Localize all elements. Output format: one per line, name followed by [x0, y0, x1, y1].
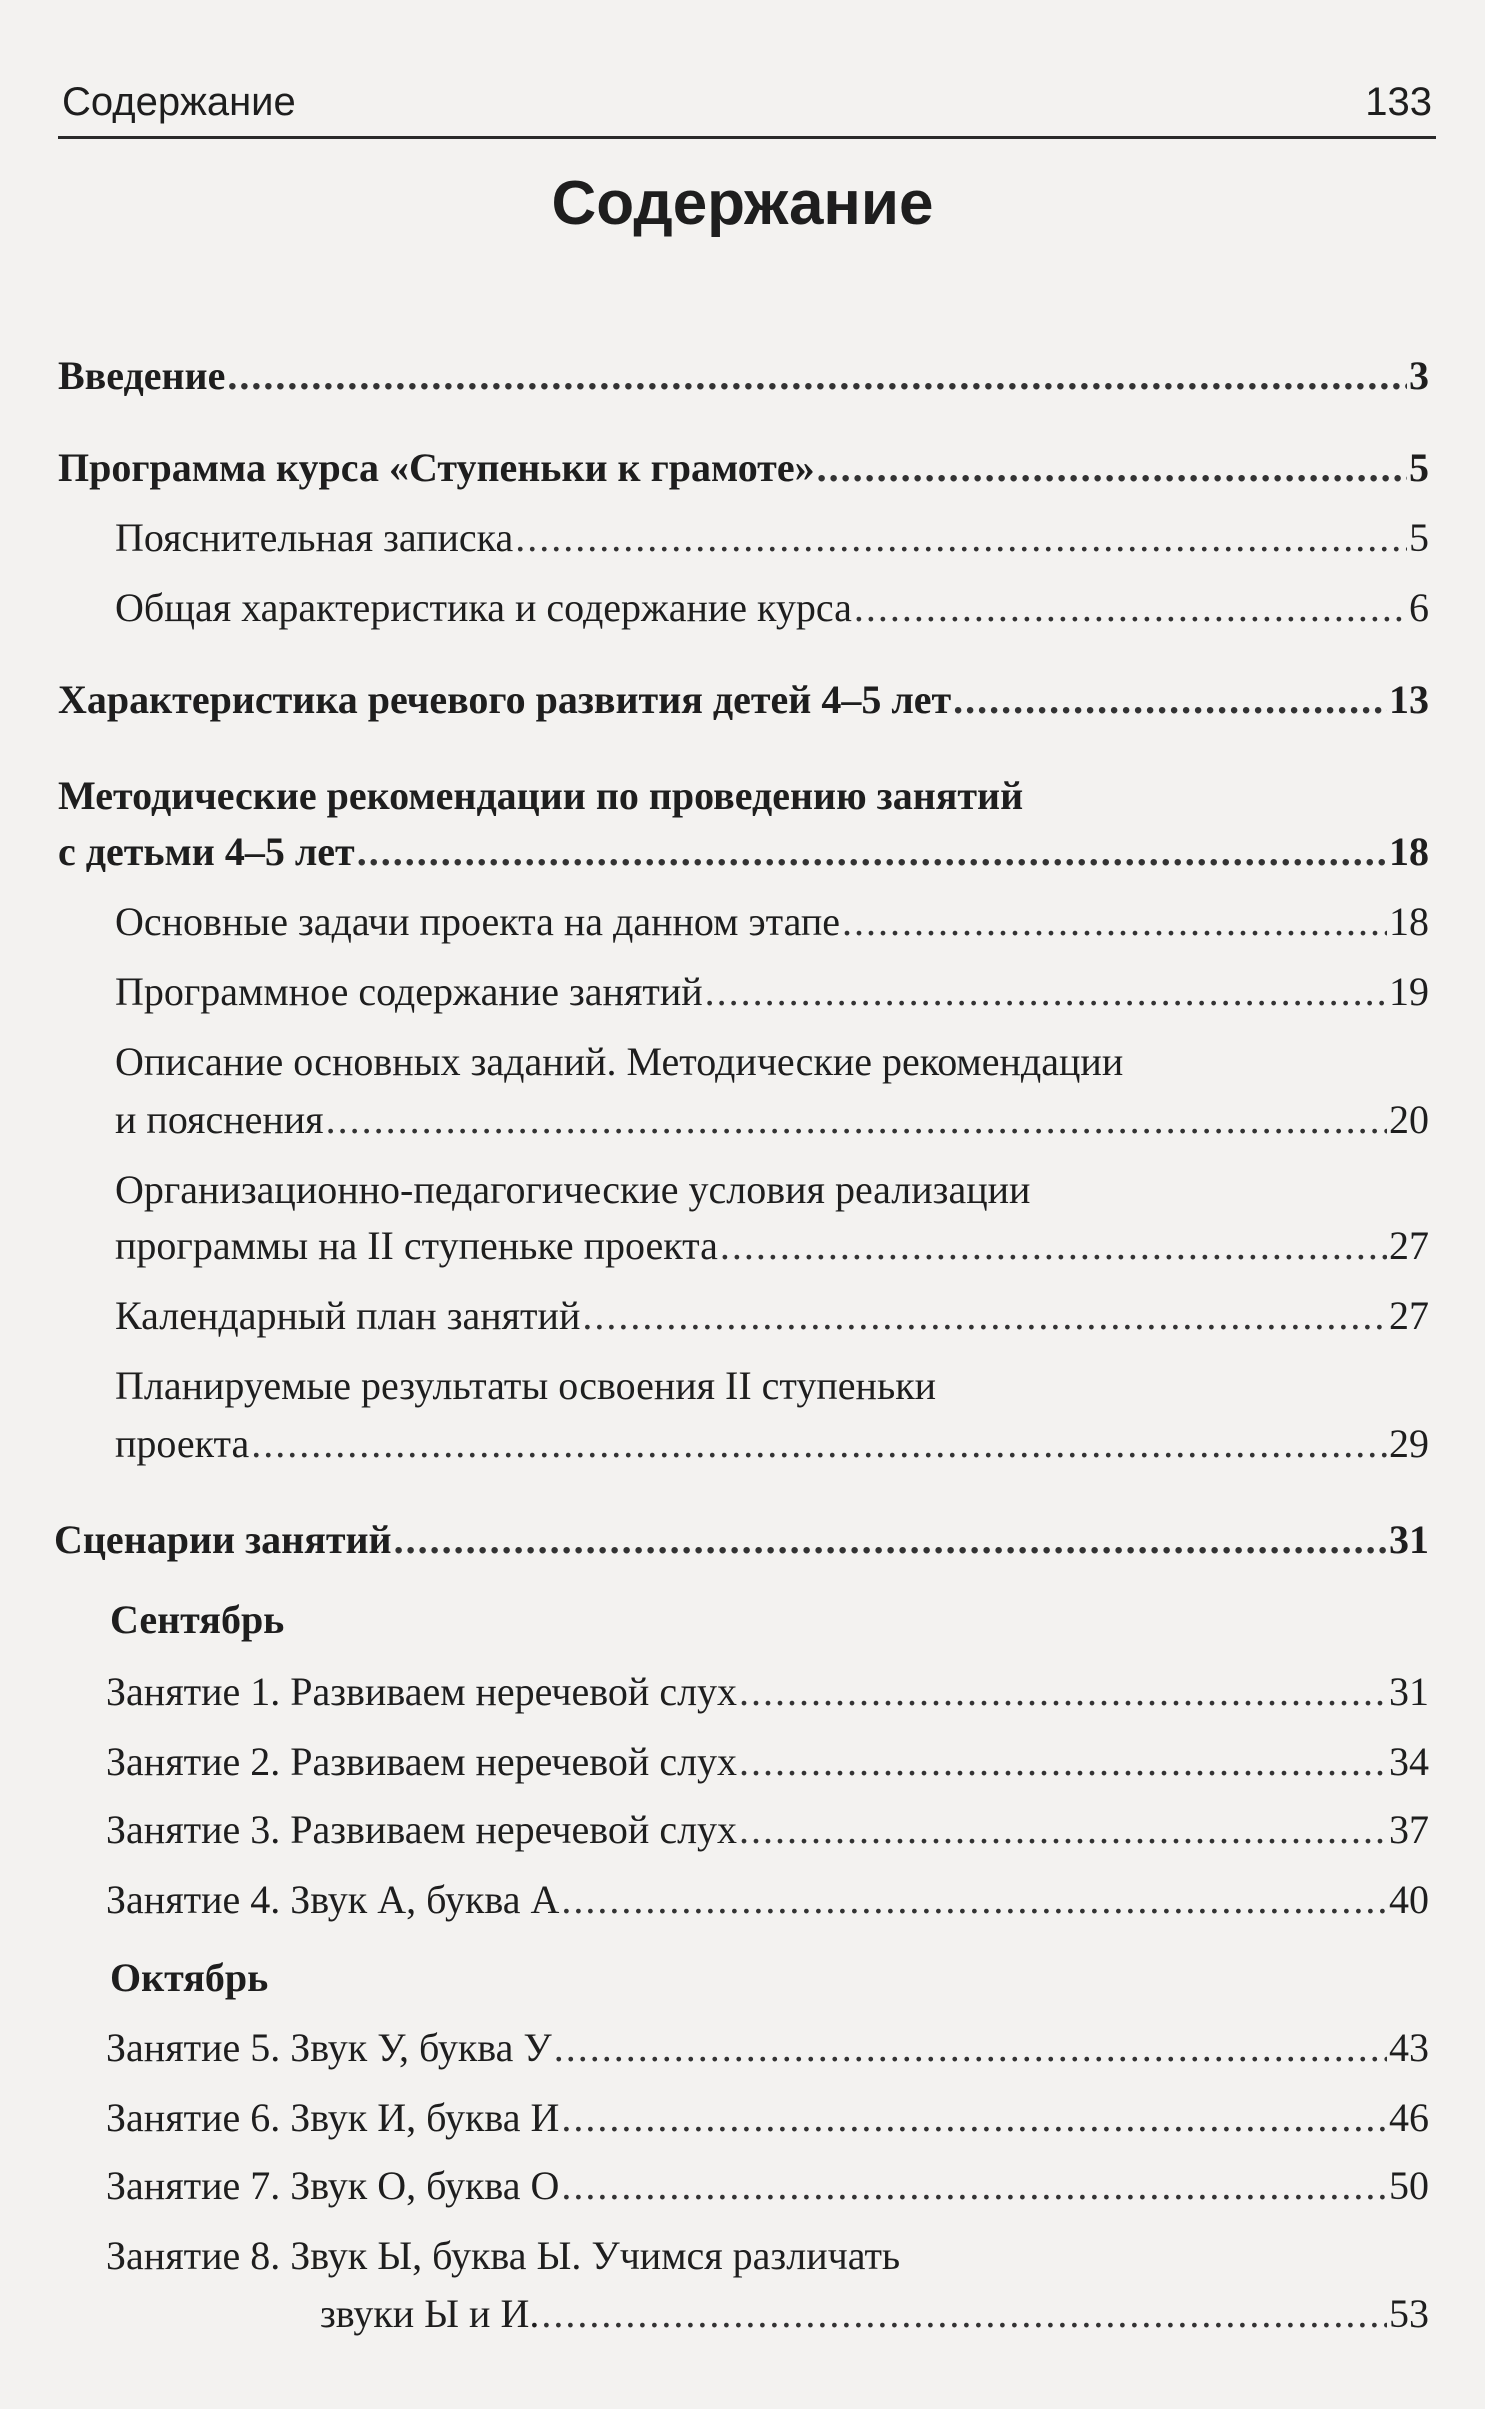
toc-entry-method-line1: Методические рекомендации по проведению занятий [58, 773, 1024, 818]
toc-entry-speech: Характеристика речевого развития детей 4–5 лет ..... 13 [58, 676, 1429, 724]
toc-entry-lesson-8-line1: Занятие 8. Звук Ы, буква Ы. Учимся различать [106, 2233, 901, 2278]
toc-entry-content: Программное содержание занятий ..... 19 [115, 968, 1429, 1016]
toc-entry-results-line1: Планируемые результаты освоения II ступеньки [115, 1363, 937, 1408]
toc-entry-general: Общая характеристика и содержание курса ..... 6 [115, 584, 1429, 632]
toc-entry-program: Программа курса «Ступеньки к грамоте» ..... 5 [58, 444, 1429, 492]
toc-entry-tasks: Основные задачи проекта на данном этапе ..... 18 [115, 898, 1429, 946]
toc-entry-org: программы на II ступеньке проекта ..... 27 [115, 1222, 1429, 1270]
toc-entry-calendar: Календарный план занятий ..... 27 [115, 1292, 1429, 1340]
page-title: Содержание [551, 169, 934, 238]
toc-entry-results: проекта ..... 29 [115, 1420, 1429, 1468]
toc-entry-lesson-6: Занятие 6. Звук И, буква И ..... 46 [106, 2094, 1429, 2142]
toc-entry-lesson-1: Занятие 1. Развиваем неречевой слух ..... 31 [106, 1668, 1429, 1716]
toc-entry-method: с детьми 4–5 лет ..... 18 [58, 828, 1429, 876]
toc-entry-lesson-5: Занятие 5. Звук У, буква У ..... 43 [106, 2024, 1429, 2072]
toc-entry-lesson-3: Занятие 3. Развиваем неречевой слух ..... 37 [106, 1806, 1429, 1854]
toc-entry-desc-line1: Описание основных заданий. Методические рекомендации [115, 1039, 1124, 1084]
toc-entry-lesson-4: Занятие 4. Звук А, буква А ..... 40 [106, 1876, 1429, 1924]
page-number: 133 [1365, 80, 1432, 124]
toc-entry-scenarios: Сценарии занятий ..... 31 [54, 1516, 1429, 1564]
month-heading-october: Октябрь [110, 1955, 269, 2000]
month-heading-september: Сентябрь [110, 1597, 285, 1642]
toc-entry-desc: и пояснения ..... 20 [115, 1096, 1429, 1144]
toc-entry-lesson-7: Занятие 7. Звук О, буква О ..... 50 [106, 2162, 1429, 2210]
toc-entry-org-line1: Организационно-педагогические условия реализации [115, 1167, 1031, 1212]
toc-entry-lesson-8: звуки Ы и И. ..... 53 [320, 2290, 1429, 2338]
toc-entry-lesson-2: Занятие 2. Развиваем неречевой слух ..... 34 [106, 1738, 1429, 1786]
toc-entry-intro: Введение ..... 3 [58, 352, 1429, 400]
toc-entry-note: Пояснительная записка ..... 5 [115, 514, 1429, 562]
running-header-section: Содержание [62, 80, 296, 124]
